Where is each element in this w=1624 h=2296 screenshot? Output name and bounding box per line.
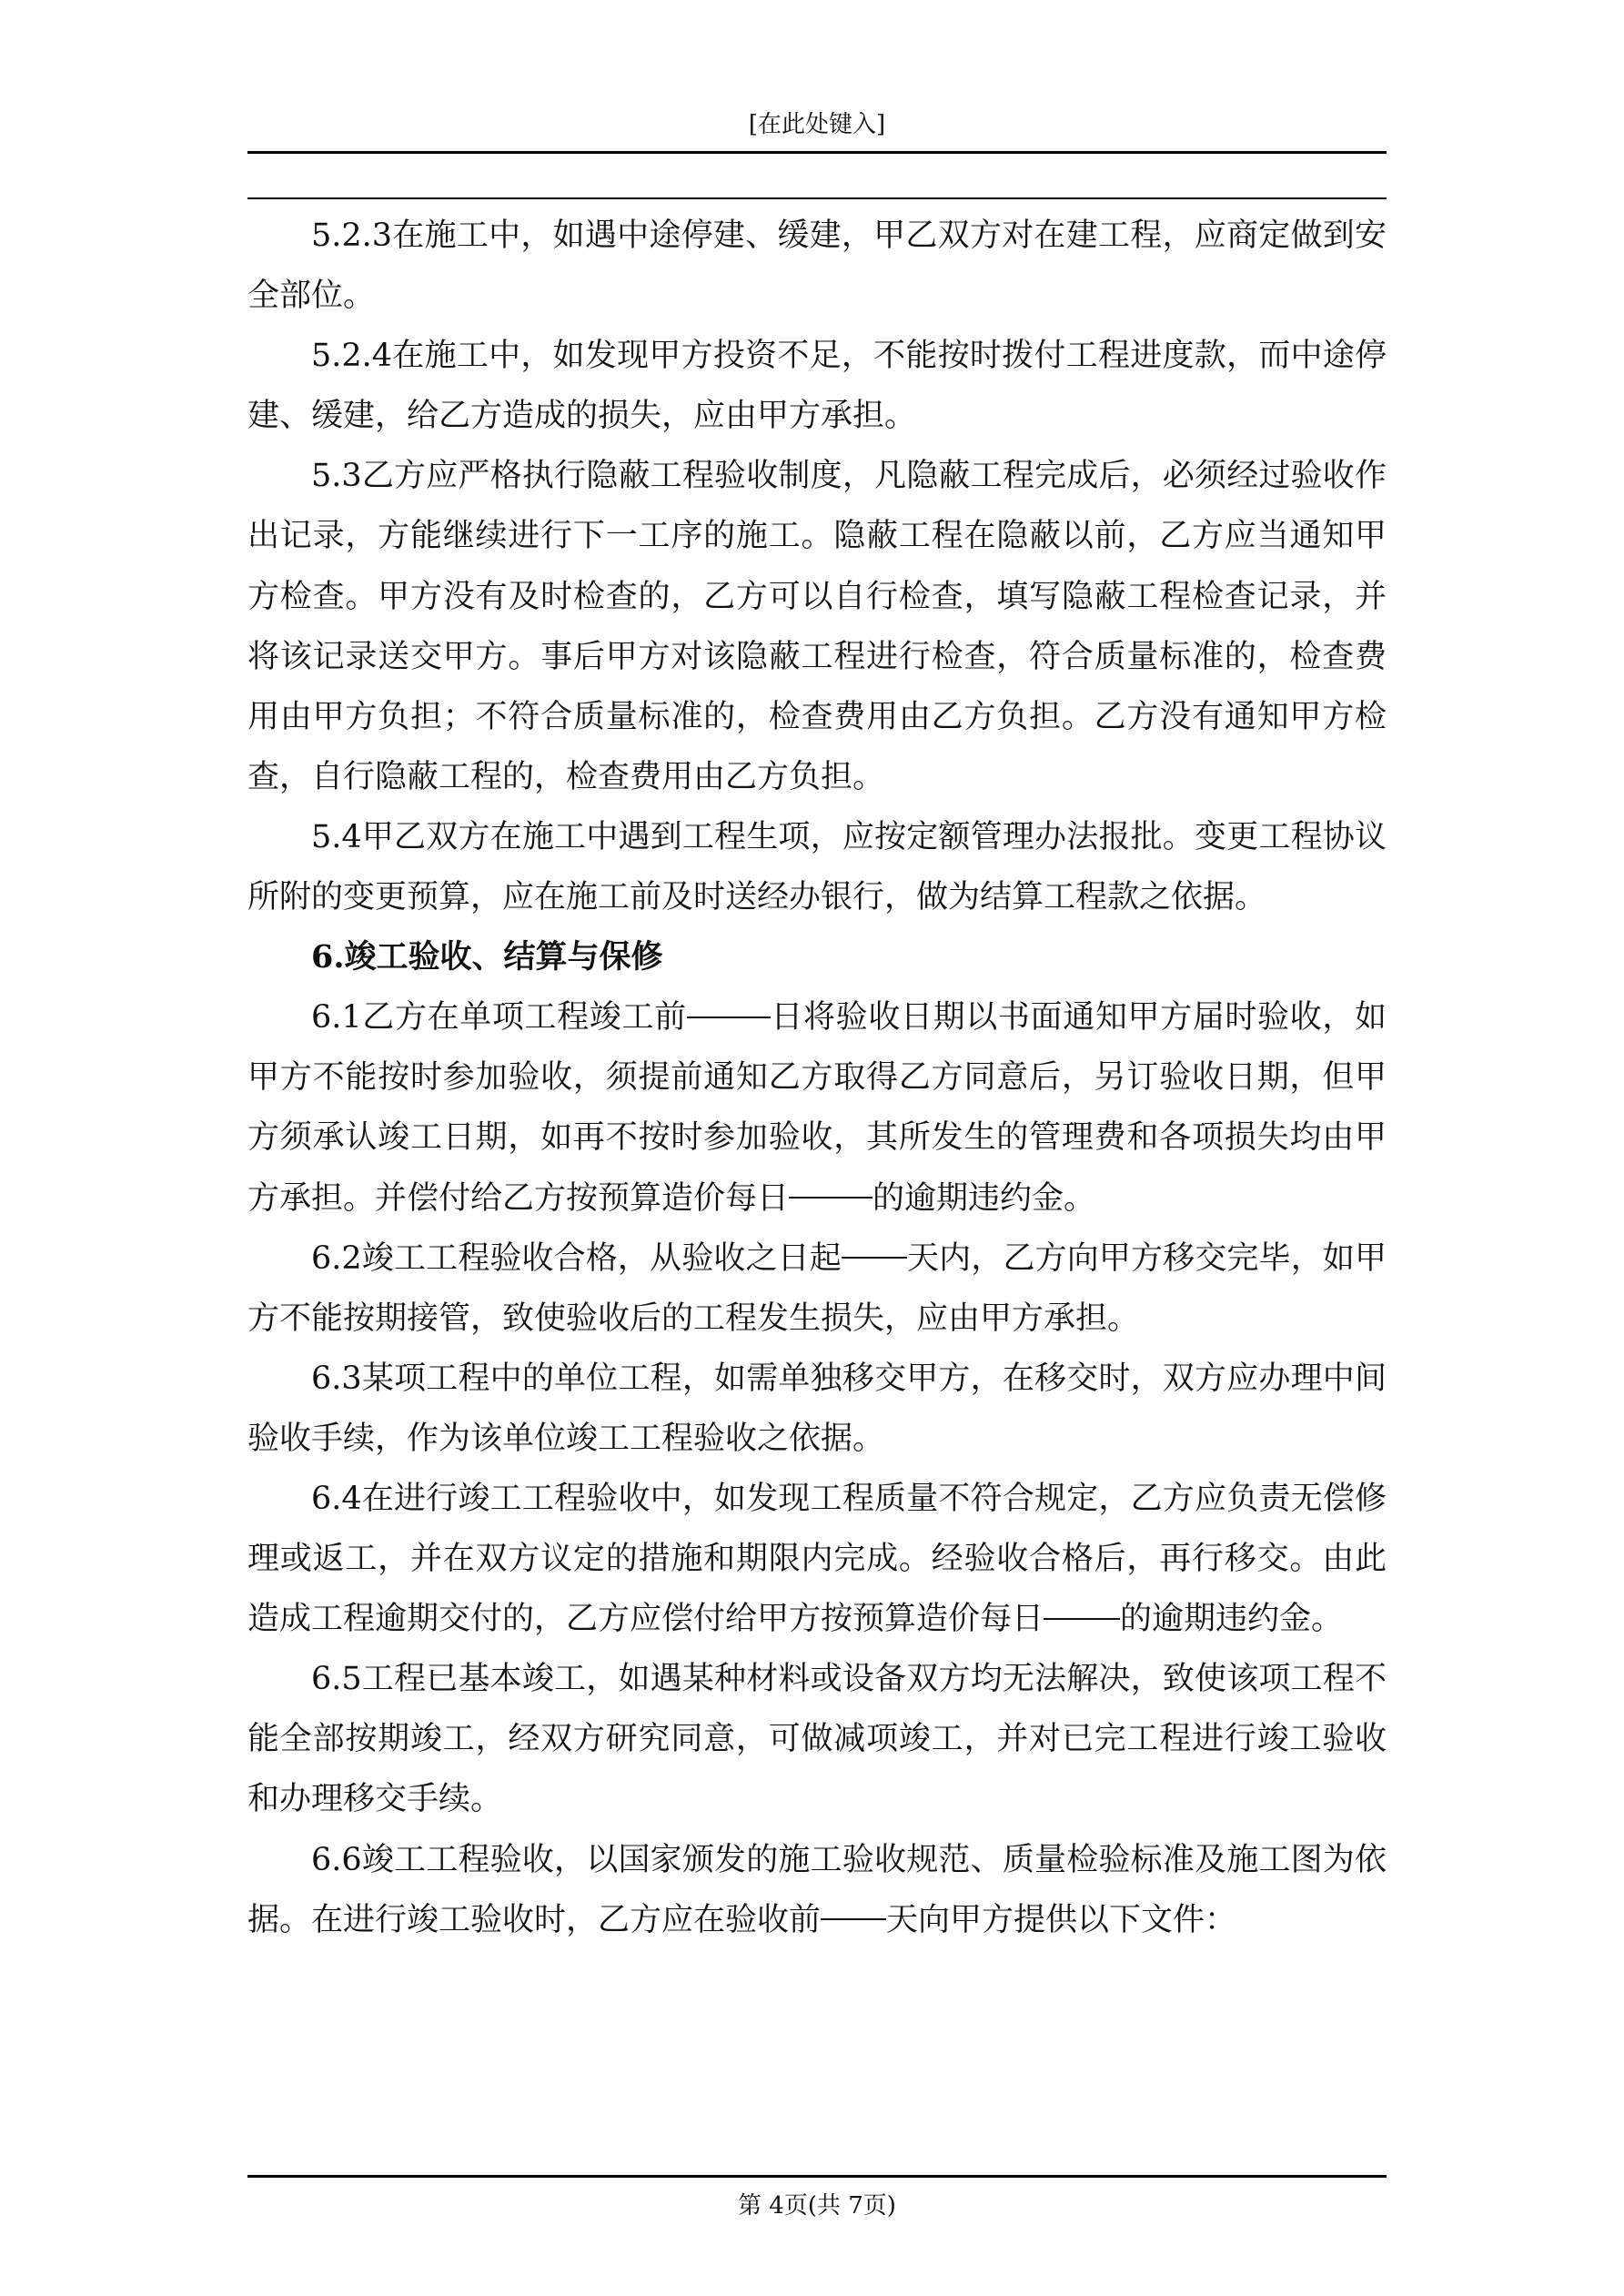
clause-6-6-part-a: 6.6竣工工程验收，以国家颁发的施工验收规范、质量检验标准及施工图为依据。在进行竣工验收时，乙方应在验收前 bbox=[247, 1841, 1387, 1938]
clause-6-6-part-b: 天向甲方提供以下文件： bbox=[886, 1901, 1237, 1938]
header-rule bbox=[247, 151, 1387, 154]
document-body bbox=[247, 206, 1387, 1950]
fill-blank-days bbox=[821, 1917, 886, 1920]
clause-5-2-4: 5.2.4在施工中，如发现甲方投资不足，不能按时拨付工程进度款，而中途停建、缓建，给乙方造成的损失，应由甲方承担。 bbox=[247, 338, 1387, 435]
fill-blank-days bbox=[842, 1256, 907, 1259]
clause-6-5: 6.5工程已基本竣工，如遇某种材料或设备双方均无法解决，致使该项工程不能全部按期竣工，经双方研究同意，可做减项竣工，并对已完工程进行竣工验收和办理移交手续。 bbox=[247, 1661, 1387, 1818]
clause-6-2-part-a: 6.2竣工工程验收合格，从验收之日起 bbox=[311, 1239, 842, 1277]
content-top-rule bbox=[247, 197, 1387, 199]
footer-rule bbox=[247, 2175, 1387, 2178]
clause-6-1 bbox=[247, 987, 1387, 1228]
page-header: [在此处键入] bbox=[748, 111, 886, 138]
clause-6-1-part-c: 的逾期违约金。 bbox=[873, 1179, 1096, 1217]
clause-6-4 bbox=[247, 1469, 1387, 1649]
clause-6-1-part-b: 日将验收日期以书面通知甲方届时验收，如甲方不能按时参加验收，须提前通知乙方取得乙方同意后，另订验收日期，但甲方须承认竣工日期，如再不按时参加验收，其所发生的管理费和各项损失均由甲方承担。并偿付给乙方按预算造价每日 bbox=[247, 999, 1387, 1217]
clause-6-1-part-a: 6.1乙方在单项工程竣工前 bbox=[311, 999, 687, 1037]
clause-6-4-part-a: 6.4在进行竣工工程验收中，如发现工程质量不符合规定，乙方应负责无偿修理或返工，并在双方议定的措施和期限内完成。经验收合格后，再行移交。由此造成工程逾期交付的，乙方应偿付给甲方按预算造价每日 bbox=[247, 1480, 1387, 1638]
fill-blank-penalty bbox=[789, 1196, 873, 1199]
fill-blank-days bbox=[687, 1016, 771, 1018]
clause-5-2-3: 5.2.3在施工中，如遇中途停建、缓建，甲乙双方对在建工程，应商定做到安全部位。 bbox=[247, 217, 1387, 315]
clause-5-3: 5.3乙方应严格执行隐蔽工程验收制度，凡隐蔽工程完成后，必须经过验收作出记录，方能继续进行下一工序的施工。隐蔽工程在隐蔽以前，乙方应当通知甲方检查。甲方没有及时检查的，乙方可以自行检查，填写隐蔽工程检查记录，并将该记录送交甲方。事后甲方对该隐蔽工程进行检查，符合质量标准的，检查费用由甲方负担；不符合质量标准的，检查费用由乙方负担。乙方没有通知甲方检查，自行隐蔽工程的，检查费用由乙方负担。 bbox=[247, 458, 1387, 795]
fill-blank-penalty bbox=[1044, 1617, 1120, 1620]
section-6-heading: 6.竣工验收、结算与保修 bbox=[311, 938, 663, 976]
clause-6-6 bbox=[247, 1830, 1387, 1950]
clause-6-2-part-b: 天内，乙方向甲方移交完毕，如甲方不能按期接管，致使验收后的工程发生损失，应由甲方承担。 bbox=[247, 1239, 1387, 1337]
clause-6-2 bbox=[247, 1229, 1387, 1349]
clause-6-3: 6.3某项工程中的单位工程，如需单独移交甲方，在移交时，双方应办理中间验收手续，作为该单位竣工工程验收之依据。 bbox=[247, 1360, 1387, 1457]
page-number: 第 4页(共 7页) bbox=[738, 2192, 896, 2220]
clause-6-4-part-b: 的逾期违约金。 bbox=[1120, 1601, 1344, 1638]
clause-5-4: 5.4甲乙双方在施工中遇到工程生项，应按定额管理办法报批。变更工程协议所附的变更预算，应在施工前及时送经办银行，做为结算工程款之依据。 bbox=[247, 818, 1387, 916]
